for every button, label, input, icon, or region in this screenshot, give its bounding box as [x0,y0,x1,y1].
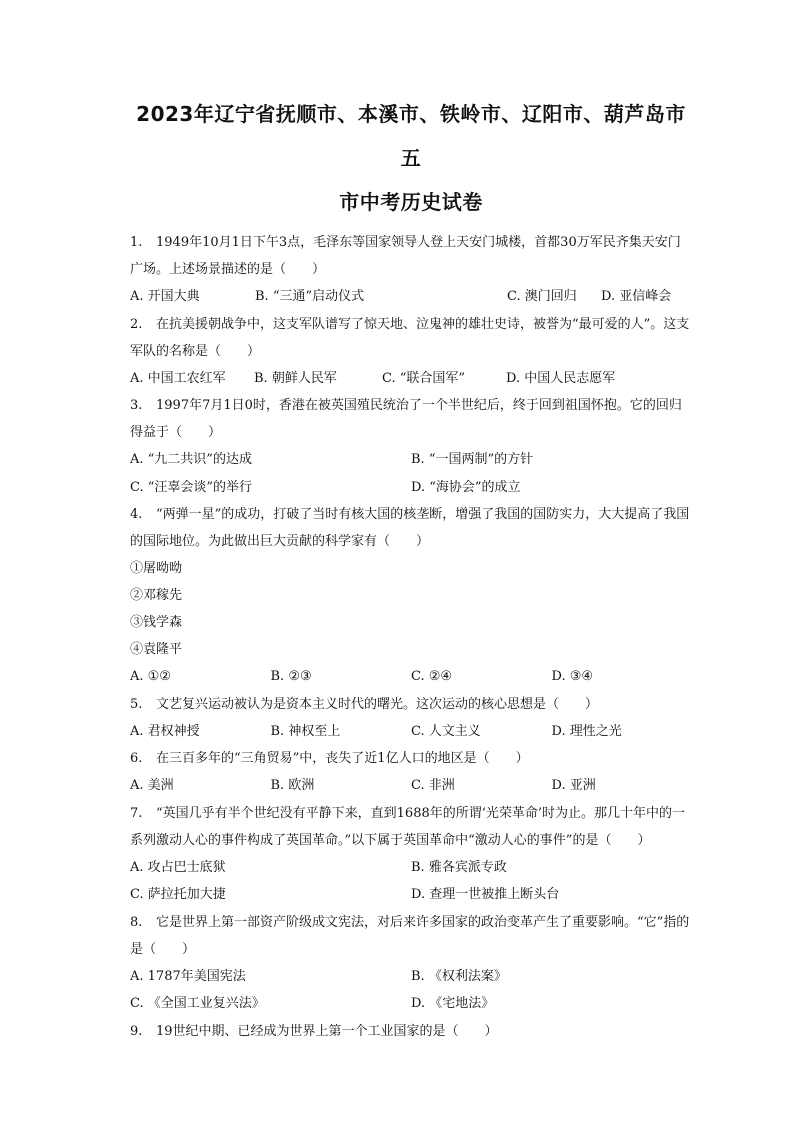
question-2-option-d[interactable]: D. 中国人民志愿军 [506,370,616,386]
question-4-option-c[interactable]: C. ②④ [411,669,453,684]
question-9-number: 9. [130,1023,143,1039]
question-2-options [130,365,692,393]
question-6-option-c[interactable]: C. 非洲 [411,778,455,793]
question-5-stem: 文艺复兴运动被认为是资本主义时代的曙光。这次运动的核心思想是（ ） [156,696,599,712]
question-list [130,229,692,1045]
question-7-number: 7. [130,805,143,821]
question-6-option-b[interactable]: B. 欧洲 [270,778,315,793]
question-7-options [130,854,692,909]
question-1-option-c[interactable]: C. 澳门回归 [507,289,577,304]
question-9 [130,1018,692,1045]
question-6 [130,745,692,800]
question-3-option-b[interactable]: B. “一国两制”的方针 [411,452,534,467]
exam-title-line-1: 2023年辽宁省抚顺市、本溪市、铁岭市、辽阳市、葫芦岛市五 [136,102,686,170]
question-1-number: 1. [130,235,143,250]
question-9-text [130,1018,692,1045]
question-8-number: 8. [130,914,143,930]
question-2 [130,311,692,393]
question-8-text [130,909,692,963]
question-7-stem: “英国几乎有半个世纪没有平静下来，直到1688年的所谓‘光荣革命’时为止。那几十年中的一系列激动人心的事件构成了英国革命。”以下属于英国革命中“激动人心的事件”的是（ ） [130,805,685,848]
question-8-stem: 它是世界上第一部资产阶级成文宪法，对后来许多国家的政治变革产生了重要影响。“它”指的是（ ） [130,914,690,957]
exam-title-line-2: 市中考历史试卷 [339,190,483,214]
question-6-option-a[interactable]: A. 美洲 [130,778,174,793]
question-4-item-2: ②邓稼先 [130,588,183,603]
question-5-option-a[interactable]: A. 君权神授 [130,723,200,739]
question-8-option-d[interactable]: D. 《宅地法》 [411,996,495,1011]
question-4-item-4: ④袁隆平 [130,642,183,657]
question-8-option-a[interactable]: A. 1787年美国宪法 [130,968,246,984]
question-2-option-b[interactable]: B. 朝鲜人民军 [254,370,337,386]
question-4-option-b[interactable]: B. ②③ [270,669,312,684]
question-8 [130,909,692,1018]
question-7-option-d[interactable]: D. 查理一世被推上断头台 [411,887,560,902]
question-3-text [130,392,692,446]
question-3-number: 3. [130,398,143,413]
question-1-option-b[interactable]: B. “三通”启动仪式 [255,289,365,304]
question-5-options [130,718,692,746]
exam-title [130,92,692,224]
question-2-number: 2. [130,316,143,332]
question-5-text [130,691,692,718]
question-4-stem: “两弹一星”的成功，打破了当时有核大国的核垄断，增强了我国的国防实力，大大提高了我国的国际地位。为此做出巨大贡献的科学家有（ ） [130,507,690,549]
question-2-text [130,311,692,365]
question-5-option-c[interactable]: C. 人文主义 [411,723,481,739]
question-2-stem: 在抗美援朝战争中，这支军队谱写了惊天地、泣鬼神的雄壮史诗，被誉为“最可爱的人”。这支军队的名称是（ ） [130,316,690,359]
question-4-item-1: ①屠呦呦 [130,561,183,576]
question-7-option-c[interactable]: C. 萨拉托加大捷 [130,887,226,902]
question-7-option-b[interactable]: B. 雅各宾派专政 [411,859,507,875]
question-8-option-b[interactable]: B. 《权利法案》 [411,968,507,984]
question-6-options [130,772,692,800]
question-4-text [130,501,692,555]
question-6-stem: 在三百多年的“三角贸易”中，丧失了近1亿人口的地区是（ ） [156,751,529,766]
question-3-option-d[interactable]: D. “海协会”的成立 [411,479,521,495]
question-3-stem: 1997年7月1日0时，香港在被英国殖民统治了一个半世纪后，终于回到祖国怀抱。它的回归得益于（ ） [130,398,682,440]
question-4-options [130,663,692,691]
question-1-stem: 1949年10月1日下午3点，毛泽东等国家领导人登上天安门城楼，首都30万军民齐集天安门广场。上述场景描述的是（ ） [130,235,681,277]
question-2-option-a[interactable]: A. 中国工农红军 [130,370,226,386]
question-3 [130,392,692,501]
question-8-options [130,963,692,1018]
question-6-option-d[interactable]: D. 亚洲 [551,778,596,793]
question-3-option-c[interactable]: C. “汪辜会谈”的举行 [130,479,253,495]
question-7-option-a[interactable]: A. 攻占巴士底狱 [130,859,226,875]
question-4-item-3: ③钱学森 [130,615,183,630]
question-3-option-a[interactable]: A. “九二共识”的达成 [130,452,252,467]
question-3-options [130,446,692,501]
question-1-option-d[interactable]: D. 亚信峰会 [601,289,672,304]
question-9-stem: 19世纪中期、已经成为世界上第一个工业国家的是（ ） [156,1023,498,1039]
question-8-option-c[interactable]: C. 《全国工业复兴法》 [130,996,265,1011]
question-1 [130,229,692,311]
question-5-number: 5. [130,696,143,712]
question-7-text [130,800,692,854]
question-4 [130,501,692,691]
question-1-option-a[interactable]: A. 开国大典 [130,289,200,304]
question-4-option-a[interactable]: A. ①② [130,669,171,684]
question-4-option-d[interactable]: D. ③④ [551,669,594,684]
question-1-text [130,229,692,283]
question-5 [130,691,692,746]
question-5-option-d[interactable]: D. 理性之光 [551,723,622,739]
question-2-option-c[interactable]: C. “联合国军” [382,370,466,386]
question-6-text [130,745,692,772]
question-6-number: 6. [130,751,143,766]
question-5-option-b[interactable]: B. 神权至上 [270,723,341,739]
question-4-number: 4. [130,507,143,522]
question-7 [130,800,692,909]
question-1-options [130,283,692,311]
